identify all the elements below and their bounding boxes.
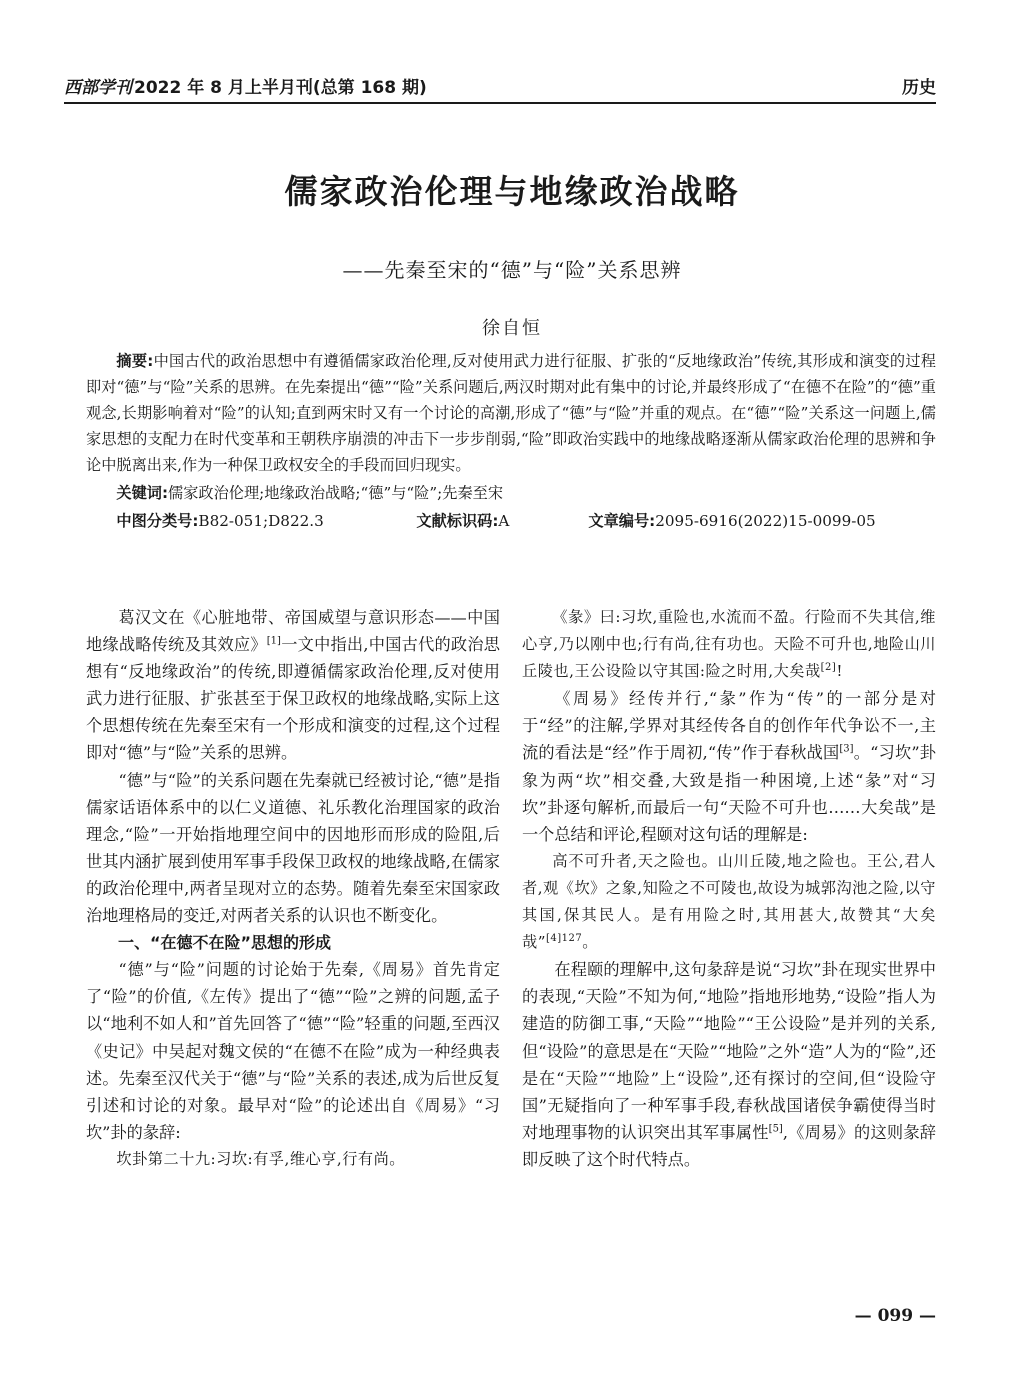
section-heading: 一、“在德不在险”思想的形成 — [118, 933, 332, 953]
keywords-line — [86, 480, 936, 506]
body-paragraph: “德”与“险”的关系问题在先秦就已经被讨论,“德”是指儒家话语体系中的以仁义道德、礼乐教化治理国家的政治理念,“险”一开始指地理空间中的因地形而形成的险阻,后世其内涵扩展到使用军事手段保卫政权的地缘战略,在儒家的政治伦理中,两者呈现对立的态势。随着先秦至宋国家政治地理格局的变迁,对两者关系的认识也不断变化。 — [86, 770, 500, 926]
body-paragraph — [86, 604, 500, 767]
block-quote: 坎卦第二十九:习坎:有孚,维心亨,行有尚。 — [116, 1149, 405, 1168]
text-run: 在程颐的理解中,这句彖辞是说“习坎”卦在现实世界中的表现,“天险”不知为何,“地险”指地形地势,“设险”指人为建造的防御工事,“天险”“地险”“王公设险”是并列的关系,但“设险”的意思是在“天险”“地险”之外“造”人为的“险”,还是在“天险”“地险”上“设险”,还有探讨的空间,但“设险守国”无疑指向了一种军事手段,春秋战国诸侯争霸使得当时对地理事物的认识突出其军事属性 — [522, 960, 936, 1142]
journal-logo: 西部学刊 — [64, 78, 132, 98]
citation-ref: [5] — [768, 1123, 783, 1135]
article-title: 儒家政治伦理与地缘政治战略 — [284, 172, 740, 211]
text-run: 葛汉文在《心脏地带、帝国威望与意识形态——中国地缘战略传统及其效应》 — [86, 608, 500, 655]
abstract-paragraph — [86, 348, 936, 478]
clc-label: 中图分类号: — [116, 512, 199, 530]
citation-ref: [3] — [839, 744, 854, 756]
header-left — [64, 73, 427, 98]
text-run: ,《周易》的这则彖辞即反映了这个时代特点。 — [522, 1122, 936, 1169]
block-quote — [522, 604, 936, 685]
clc-value: B82-051;D822.3 — [198, 512, 324, 530]
body-paragraph — [522, 956, 936, 1173]
keywords-text: 儒家政治伦理;地缘政治战略;“德”与“险”;先秦至宋 — [168, 484, 504, 502]
citation-ref: [2] — [820, 662, 837, 674]
left-column — [86, 604, 500, 1173]
section-label: 历史 — [902, 78, 936, 98]
article-number-field — [588, 508, 875, 534]
text-run: 高不可升者,天之险也。山川丘陵,地之险也。王公,君人者,观《坎》之象,知险之不可陵也,故设为城郭沟池之险,以守其国,保其民人。是有用险之时,其用甚大,故赞其“大矣哉” — [522, 851, 936, 952]
running-header — [64, 68, 936, 104]
abstract-text: 中国古代的政治思想中有遵循儒家政治伦理,反对使用武力进行征服、扩张的“反地缘政治”传统,其形成和演变的过程即对“德”与“险”关系的思辨。在先秦提出“德”“险”关系问题后,两汉时期对此有集中的讨论,并最终形成了“在德不在险”的“德”重观念,长期影响着对“险”的认知;直到两宋时又有一个讨论的高潮,形成了“德”与“险”并重的观点。在“德”“险”关系这一问题上,儒家思想的支配力在时代变革和王朝秩序崩溃的冲击下一步步削弱,“险”即政治实践中的地缘战略逐渐从儒家政治伦理的思辨和争论中脱离出来,作为一种保卫政权安全的手段而回归现实。 — [86, 352, 936, 474]
classification-row — [86, 508, 936, 534]
body-paragraph — [522, 685, 936, 848]
clc-field — [116, 508, 416, 534]
doc-code-value: A — [498, 512, 510, 530]
page-number: — 099 — — [854, 1306, 936, 1326]
right-column — [522, 604, 936, 1173]
keywords-label: 关键词: — [116, 484, 169, 502]
block-quote — [522, 848, 936, 956]
citation-ref: [1] — [266, 635, 281, 647]
abstract-label: 摘要: — [116, 352, 154, 370]
doc-code-field — [416, 508, 588, 534]
body-paragraph: “德”与“险”问题的讨论始于先秦,《周易》首先肯定了“险”的价值,《左传》提出了“德”“险”之辨的问题,孟子以“地利不如人和”首先回答了“德”“险”轻重的问题,至西汉《史记》中吴起对魏文侯的“在德不在险”成为一种经典表述。先秦至汉代关于“德”与“险”关系的表述,成为后世反复引述和讨论的对象。最早对“险”的论述出自《周易》“习坎”卦的彖辞: — [86, 960, 500, 1142]
issue-info: 2022 年 8 月上半月刊(总第 168 期) — [134, 78, 427, 98]
article-author: 徐自恒 — [482, 318, 542, 339]
article-subtitle: ——先秦至宋的“德”与“险”关系思辨 — [342, 258, 682, 282]
text-run: 一文中指出,中国古代的政治思想有“反地缘政治”的传统,即遵循儒家政治伦理,反对使用武力进行征服、扩张甚至于保卫政权的地缘战略,实际上这个思想传统在先秦至宋有一个形成和演变的过程,这个过程即对“德”与“险”关系的思辨。 — [86, 635, 500, 763]
article-number-value: 2095-6916(2022)15-0099-05 — [655, 512, 876, 530]
text-run: 《周易》经传并行,“彖”作为“传”的一部分是对于“经”的注解,学界对其经传各自的创作年代争讼不一,主流的看法是“经”作于周初,“传”作于春秋战国 — [522, 689, 936, 763]
citation-ref: [4]127 — [545, 933, 583, 945]
text-run: 。 — [582, 933, 598, 952]
text-run: ! — [836, 662, 843, 681]
text-run: 《彖》曰:习坎,重险也,水流而不盈。行险而不失其信,维心亨,乃以刚中也;行有尚,往有功也。天险不可升也,地险山川丘陵也,王公设险以守其国:险之时用,大矣哉 — [522, 608, 936, 681]
abstract-block — [86, 348, 936, 534]
text-run: 。“习坎”卦象为两“坎”相交叠,大致是指一种困境,上述“彖”对“习坎”卦逐句解析,而最后一句“天险不可升也……大矣哉”是一个总结和评论,程颐对这句话的理解是: — [522, 743, 936, 844]
doc-code-label: 文献标识码: — [416, 512, 499, 530]
article-number-label: 文章编号: — [588, 512, 656, 530]
